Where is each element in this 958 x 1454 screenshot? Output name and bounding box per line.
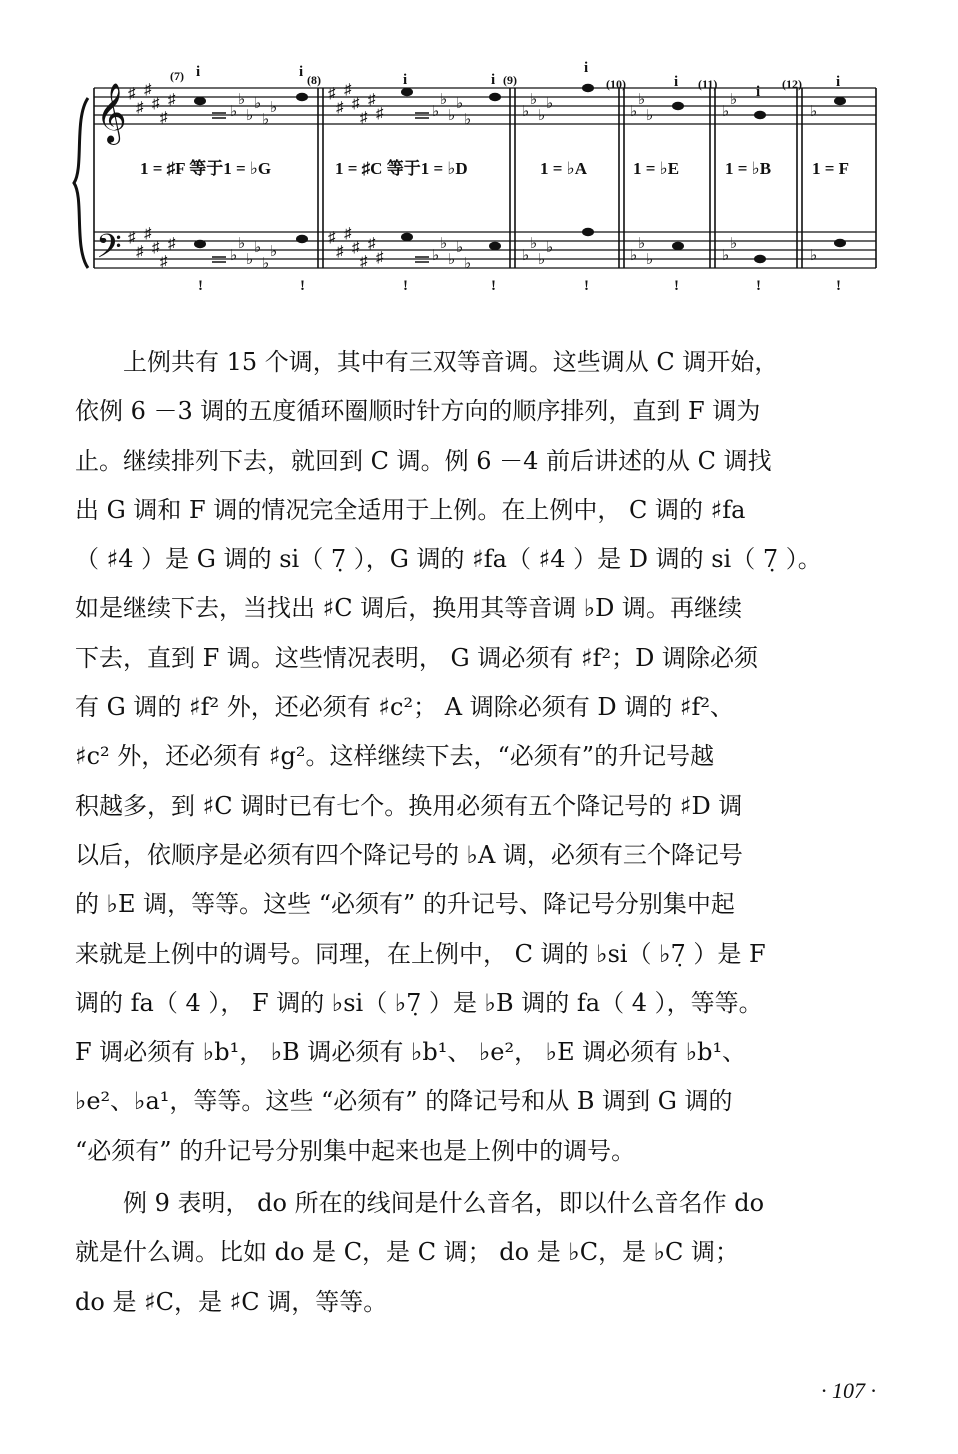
text-line: 积越多，到 ♯C 调时已有七个。换用必须有五个降记号的 ♯D 调 bbox=[75, 791, 743, 820]
svg-text:♭: ♭ bbox=[230, 104, 238, 120]
svg-text:♭: ♭ bbox=[440, 92, 448, 108]
svg-text:i: i bbox=[299, 64, 304, 80]
svg-text:♭: ♭ bbox=[810, 248, 818, 264]
svg-text:♭: ♭ bbox=[456, 96, 464, 112]
svg-text:♯: ♯ bbox=[328, 230, 336, 246]
svg-text:♯: ♯ bbox=[352, 240, 360, 256]
svg-text:♭: ♭ bbox=[246, 108, 254, 124]
svg-text:♭: ♭ bbox=[646, 108, 654, 124]
svg-text:♯: ♯ bbox=[344, 82, 352, 98]
svg-text:♭: ♭ bbox=[448, 108, 456, 124]
svg-text:♭: ♭ bbox=[270, 244, 278, 260]
lower-numbers bbox=[198, 278, 841, 294]
svg-text:♭: ♭ bbox=[432, 104, 440, 120]
svg-text:♯: ♯ bbox=[144, 82, 152, 98]
svg-text:♭: ♭ bbox=[638, 92, 646, 108]
svg-text:i: i bbox=[196, 64, 201, 80]
svg-text:i: i bbox=[756, 84, 761, 100]
bass-clef-icon: 𝄢 bbox=[96, 228, 122, 273]
svg-text:♯: ♯ bbox=[336, 244, 344, 260]
body-text bbox=[75, 338, 890, 1327]
bass-key-signatures bbox=[128, 226, 817, 272]
svg-text:♯: ♯ bbox=[152, 240, 160, 256]
text-line: 上例共有 15 个调，其中有三双等音调。这些调从 C 调开始， bbox=[75, 348, 779, 376]
svg-text:♯: ♯ bbox=[144, 226, 152, 242]
svg-text:♯: ♯ bbox=[136, 244, 144, 260]
key-label: 1 = F bbox=[812, 159, 850, 178]
text-line: 止。继续排列下去，就回到 C 调。例 6 －4 前后讲述的从 C 调找 bbox=[75, 446, 772, 475]
svg-text:♭: ♭ bbox=[530, 92, 538, 108]
svg-text:♯: ♯ bbox=[360, 110, 368, 126]
svg-text:♭: ♭ bbox=[722, 104, 730, 120]
text-line: （ ♯4̇ ）是 G 调的 si（ 7̣ ），G 调的 ♯fa（ ♯4 ）是 D 调的 si（ 7̣ ）。 bbox=[75, 545, 822, 574]
measure-number: (8) bbox=[307, 73, 321, 87]
svg-text:i: i bbox=[584, 60, 589, 76]
text-line: 如是继续下去，当找出 ♯C 调后，换用其等音调 ♭D 调。再继续 bbox=[75, 594, 743, 623]
text-line: 出 G 调和 F 调的情况完全适用于上例。在上例中， C 调的 ♯fa bbox=[75, 495, 746, 524]
svg-text:♭: ♭ bbox=[254, 96, 262, 112]
upper-numbers bbox=[196, 60, 840, 100]
svg-text:♭: ♭ bbox=[722, 248, 730, 264]
svg-text:♭: ♭ bbox=[440, 236, 448, 252]
key-label: 1 = ♭A bbox=[540, 159, 587, 178]
svg-text:♭: ♭ bbox=[230, 248, 238, 264]
svg-text:♯: ♯ bbox=[160, 110, 168, 126]
svg-text:♯: ♯ bbox=[352, 96, 360, 112]
svg-text:♯: ♯ bbox=[336, 100, 344, 116]
text-line: 就是什么调。比如 do 是 C，是 C 调； do 是 ♭C，是 ♭C 调； bbox=[75, 1238, 740, 1267]
measure-number: (7) bbox=[170, 69, 184, 83]
svg-text:!: ! bbox=[674, 278, 679, 294]
text-line: do 是 ♯C，是 ♯C 调，等等。 bbox=[75, 1287, 388, 1316]
key-label: 1 = ♯C 等于1 = ♭D bbox=[335, 159, 468, 178]
svg-text:♭: ♭ bbox=[530, 236, 538, 252]
paragraph-2 bbox=[75, 1179, 890, 1327]
text-line: ♯c² 外，还必须有 ♯g²。这样继续下去，“必须有”的升记号越 bbox=[75, 742, 715, 771]
svg-text:♭: ♭ bbox=[254, 240, 262, 256]
text-line: “必须有” 的升记号分别集中起来也是上例中的调号。 bbox=[75, 1136, 636, 1165]
text-line: F 调必须有 ♭b¹， ♭B 调必须有 ♭b¹、 ♭e²， ♭E 调必须有 ♭b¹、 bbox=[75, 1038, 747, 1067]
measure-number: (11) bbox=[698, 77, 718, 91]
svg-text:♭: ♭ bbox=[238, 92, 246, 108]
svg-text:♭: ♭ bbox=[262, 256, 270, 272]
text-line: 以后，依顺序是必须有四个降记号的 ♭A 调，必须有三个降记号 bbox=[75, 840, 743, 869]
svg-text:♭: ♭ bbox=[246, 252, 254, 268]
svg-text:♯: ♯ bbox=[376, 106, 384, 122]
svg-text:♭: ♭ bbox=[238, 236, 246, 252]
svg-text:♯: ♯ bbox=[128, 86, 136, 102]
svg-text:♭: ♭ bbox=[448, 252, 456, 268]
svg-text:!: ! bbox=[491, 278, 496, 294]
svg-text:i: i bbox=[836, 74, 841, 90]
svg-text:♯: ♯ bbox=[160, 254, 168, 270]
key-label: 1 = ♯F 等于1 = ♭G bbox=[140, 159, 272, 178]
text-line: 来就是上例中的调号。同理，在上例中， C 调的 ♭si（ ♭7̣ ）是 F bbox=[75, 939, 766, 968]
svg-text:i: i bbox=[403, 72, 408, 88]
svg-text:!: ! bbox=[756, 278, 761, 294]
text-line: 依例 6 －3 调的五度循环圈顺时针方向的顺序排列，直到 F 调为 bbox=[75, 397, 761, 426]
svg-text:♭: ♭ bbox=[432, 248, 440, 264]
svg-text:♯: ♯ bbox=[152, 96, 160, 112]
treble-notes bbox=[194, 84, 846, 119]
svg-text:♭: ♭ bbox=[464, 256, 472, 272]
measure-number: (9) bbox=[503, 73, 517, 87]
svg-text:!: ! bbox=[300, 278, 305, 294]
svg-text:!: ! bbox=[584, 278, 589, 294]
svg-text:♭: ♭ bbox=[546, 240, 554, 256]
svg-text:♭: ♭ bbox=[538, 108, 546, 124]
svg-text:♯: ♯ bbox=[368, 236, 376, 252]
paragraph-1 bbox=[75, 338, 890, 1176]
svg-text:♭: ♭ bbox=[630, 104, 638, 120]
grand-staff-svg bbox=[70, 58, 890, 308]
svg-text:♯: ♯ bbox=[136, 100, 144, 116]
svg-text:♯: ♯ bbox=[360, 254, 368, 270]
svg-text:i: i bbox=[491, 72, 496, 88]
svg-text:♭: ♭ bbox=[730, 236, 738, 252]
svg-text:♯: ♯ bbox=[368, 92, 376, 108]
treble-clef-icon: 𝄞 bbox=[96, 85, 127, 142]
measure-number: (10) bbox=[606, 77, 626, 91]
svg-text:♭: ♭ bbox=[546, 96, 554, 112]
svg-text:♭: ♭ bbox=[630, 248, 638, 264]
music-score bbox=[70, 58, 890, 308]
svg-text:♯: ♯ bbox=[168, 236, 176, 252]
bass-notes bbox=[194, 228, 846, 263]
svg-text:♭: ♭ bbox=[730, 92, 738, 108]
svg-text:♭: ♭ bbox=[538, 252, 546, 268]
text-line: 有 G 调的 ♯f² 外，还必须有 ♯c²； A 调除必须有 D 调的 ♯f²、 bbox=[75, 693, 734, 722]
svg-text:♯: ♯ bbox=[168, 92, 176, 108]
measure-number: (12) bbox=[782, 77, 802, 91]
text-line: ♭e²、♭a¹，等等。这些 “必须有” 的降记号和从 B 调到 G 调的 bbox=[75, 1087, 733, 1116]
page-number: · 107 · bbox=[821, 1378, 876, 1403]
svg-text:♭: ♭ bbox=[646, 252, 654, 268]
svg-text:♭: ♭ bbox=[270, 100, 278, 116]
svg-text:♯: ♯ bbox=[128, 230, 136, 246]
svg-text:♭: ♭ bbox=[522, 248, 530, 264]
svg-text:♯: ♯ bbox=[328, 86, 336, 102]
svg-text:!: ! bbox=[198, 278, 203, 294]
svg-text:♭: ♭ bbox=[262, 112, 270, 128]
svg-text:♯: ♯ bbox=[376, 250, 384, 266]
text-line: 的 ♭E 调，等等。这些 “必须有” 的升记号、降记号分别集中起 bbox=[75, 890, 735, 919]
svg-text:♯: ♯ bbox=[344, 226, 352, 242]
svg-text:♭: ♭ bbox=[810, 104, 818, 120]
svg-text:♭: ♭ bbox=[456, 240, 464, 256]
svg-text:♭: ♭ bbox=[638, 236, 646, 252]
svg-text:!: ! bbox=[836, 278, 841, 294]
text-line: 下去，直到 F 调。这些情况表明， G 调必须有 ♯f²；D 调除必须 bbox=[75, 643, 758, 672]
svg-text:♭: ♭ bbox=[464, 112, 472, 128]
text-line: 例 9 表明， do 所在的线间是什么音名，即以什么音名作 do bbox=[75, 1189, 765, 1218]
key-label: 1 = ♭E bbox=[633, 159, 680, 178]
svg-text:!: ! bbox=[403, 278, 408, 294]
brace bbox=[74, 98, 88, 268]
text-line: 调的 fa（ 4 ）， F 调的 ♭si（ ♭7̣ ）是 ♭B 调的 fa（ 4̇ ），等等。 bbox=[75, 988, 763, 1017]
svg-text:i: i bbox=[674, 74, 679, 90]
svg-text:♭: ♭ bbox=[522, 104, 530, 120]
key-label: 1 = ♭B bbox=[725, 159, 772, 178]
